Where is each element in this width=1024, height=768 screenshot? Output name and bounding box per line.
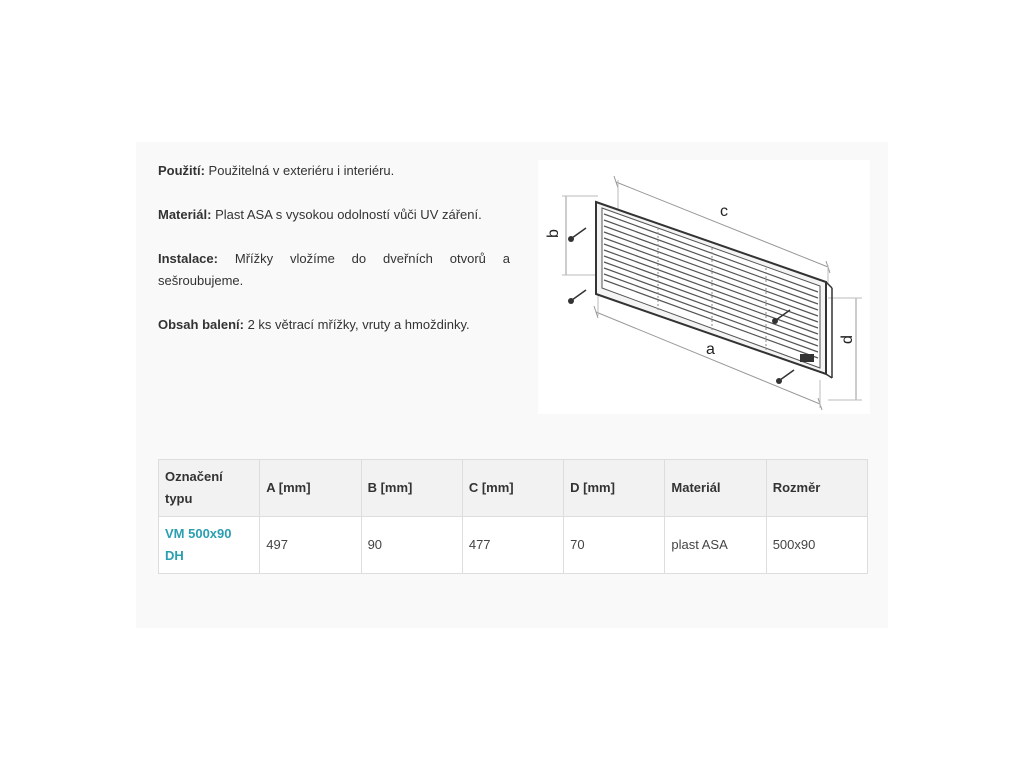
package-text: 2 ks větrací mřížky, vruty a hmoždinky. (243, 317, 470, 332)
header-size: Rozměr (766, 460, 867, 517)
spec-table-head (159, 460, 868, 517)
usage-label: Použití: (158, 163, 205, 178)
dimension-label-a: a (706, 341, 715, 358)
header-d: D [mm] (564, 460, 665, 517)
screw-icon (776, 370, 794, 384)
header-a: A [mm] (260, 460, 361, 517)
usage-text: Použitelná v exteriéru i interiéru. (204, 163, 395, 178)
cell-material: plast ASA (665, 517, 766, 574)
material-label: Materiál: (158, 207, 212, 222)
product-type-link[interactable]: VM 500x90 DH (159, 517, 260, 574)
header-b: B [mm] (361, 460, 462, 517)
spec-table-header-row (159, 460, 868, 517)
dimension-label-d: d (839, 335, 856, 344)
package-paragraph (158, 314, 510, 336)
spec-table-body (159, 517, 868, 574)
dimension-label-b: b (545, 229, 562, 238)
screw-icon (568, 228, 586, 242)
cell-c: 477 (462, 517, 563, 574)
usage-paragraph (158, 160, 510, 182)
cell-size: 500x90 (766, 517, 867, 574)
material-text: Plast ASA s vysokou odolností vůči UV záření. (211, 207, 482, 222)
header-c: C [mm] (462, 460, 563, 517)
cell-b: 90 (361, 517, 462, 574)
grille-dimension-diagram (538, 160, 870, 414)
package-label: Obsah balení: (158, 317, 244, 332)
material-paragraph (158, 204, 510, 226)
product-info-panel (136, 142, 888, 628)
installation-paragraph (158, 248, 510, 292)
cell-d: 70 (564, 517, 665, 574)
spec-table (158, 459, 868, 574)
header-type: Označení typu (159, 460, 260, 517)
header-material: Materiál (665, 460, 766, 517)
table-row (159, 517, 868, 574)
cell-a: 497 (260, 517, 361, 574)
dimension-label-c: c (720, 203, 728, 220)
vent-grille-drawing (538, 160, 870, 414)
installation-text: Mřížky vložíme do dveřních otvorů a sešroubujeme. (158, 251, 510, 288)
product-description (158, 160, 510, 358)
installation-label: Instalace: (158, 251, 218, 266)
screw-icon (568, 290, 586, 304)
